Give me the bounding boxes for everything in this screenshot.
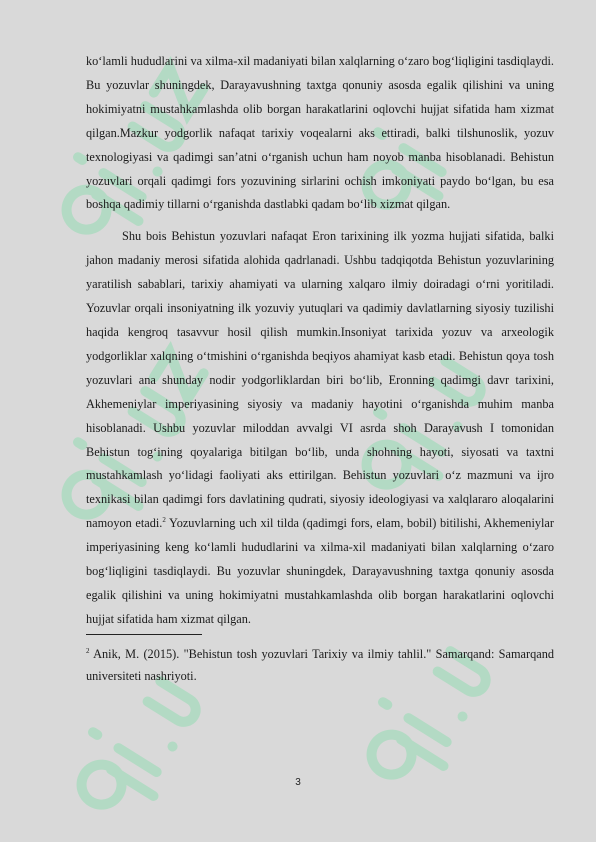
- paragraph-text: Yozuvlarning uch xil tilda (qadimgi fors, elam, bobil) bitilishi, Akhemeniylar imperiyasining keng ko‘lamli hududlarini va xilma-xil madaniyati bilan xalqlarning o‘zaro bog‘liqligini tasdiqlaydi. Bu yozuvlar shuningdek, Darayavushning taxtga qonuniy asosda egalik qilishini va uning hokimiyatni mustahkamlashda olib borgan harakatlarini oqlovchi hujjat sifatida ham xizmat qilgan.: [86, 516, 554, 626]
- footnote-text: Anik, M. (2015). "Behistun tosh yozuvlari Tarixiy va ilmiy tahlil." Samarqand: Samarqand universiteti nashriyoti.: [86, 646, 554, 683]
- footnote-number: 2: [86, 646, 90, 655]
- page-number: 3: [295, 777, 301, 788]
- paragraph-text: Shu bois Behistun yozuvlari nafaqat Eron tarixining ilk yozma hujjati sifatida, balki jahon madaniy merosi sifatida alohida qadrlanadi. Ushbu tadqiqotda Behistun yozuvlarining yaratilish sabablari, tarixiy ahamiyati va ularning xalqaro ilmiy doiradagi o‘rni yoritiladi. Yozuvlar orqali insoniyatning ilk yozuviy yutuqlari va qadimiy davlatlarning siyosiy tuzilishi haqida kengroq tasavvur hosil qilish mumkin.Insoniyat tarixida yozuv va arxeologik yodgorliklar xalqning o‘tmishini o‘rganishda beqiyos ahamiyat kasb etadi. Behistun qoya tosh yozuvlari ana shunday nodir yodgorliklardan biri bo‘lib, Eronning qadimgi davr tarixini, Akhemeniylar imperiyasining siyosiy va madaniy hayotini o‘rganishda muhim manba hisoblanadi. Ushbu yozuvlar miloddan avvalgi VI asrda shoh Darayavush I tomonidan Behistun tog‘ining qoyalariga bitilgan bo‘lib, unda shohning hayoti, siyosati va taxtni mustahkamlash yo‘lidagi faoliyati aks ettirilgan. Behistun yozuvlari o‘z mazmuni va ijro texnikasi bilan qadimgi fors davlatining qudrati, siyosiy ideologiyasi va xalqlararo aloqalarini namoyon etadi.: [86, 229, 554, 531]
- paragraph: ko‘lamli hududlarini va xilma-xil madaniyati bilan xalqlarning o‘zaro bog‘liqligini tasdiqlaydi. Bu yozuvlar shuningdek, Darayavushning taxtga qonuniy asosda egalik qilishini va uning hokimiyatni mustahkamlashda olib borgan harakatlarini oqlovchi hujjat sifatida ham xizmat qilgan.Mazkur yodgorlik nafaqat tarixiy voqealarni aks ettiradi, balki tilshunoslik, yozuv texnologiyasi va qadimgi san’atni o‘rganish uchun ham noyob manba hisoblanadi. Behistun yozuvlari orqali qadimgi fors yozuvining sirlarini ochish imkoniyati paydo bo‘lgan, bu esa boshqa qadimiy tillarni o‘rganishda dastlabki qadam bo‘lib xizmat qilgan.: [86, 54, 554, 212]
- footnote: [86, 643, 554, 687]
- footnote-reference[interactable]: 2: [162, 516, 166, 525]
- page-body: [86, 50, 554, 687]
- footnote-separator: [86, 634, 202, 635]
- paragraph: [86, 225, 554, 631]
